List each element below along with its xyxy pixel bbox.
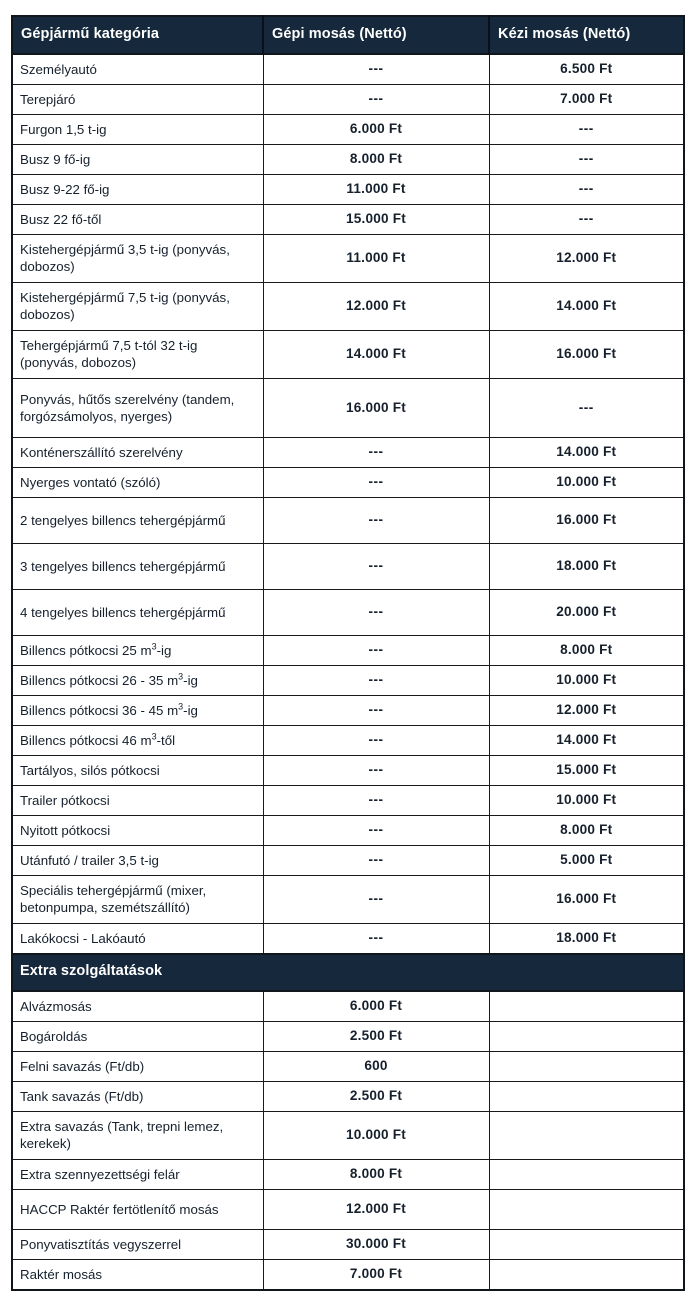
cell-category: Kistehergépjármű 3,5 t-ig (ponyvás, dobozos) (12, 234, 263, 282)
table-header (12, 16, 684, 54)
cell-category: Raktér mosás (12, 1259, 263, 1290)
cell-machine-wash-price: 15.000 Ft (263, 204, 489, 234)
cell-hand-wash-price: 5.000 Ft (489, 845, 684, 875)
cell-category: Tartályos, silós pótkocsi (12, 755, 263, 785)
cell-machine-wash-price: 600 (263, 1051, 489, 1081)
cell-machine-wash-price: 2.500 Ft (263, 1021, 489, 1051)
table-row (12, 1051, 684, 1081)
cell-category: Személyautó (12, 54, 263, 85)
cell-hand-wash-price: 16.000 Ft (489, 875, 684, 923)
cell-machine-wash-price: --- (263, 497, 489, 543)
table-body (12, 54, 684, 1290)
table-row (12, 991, 684, 1022)
cell-category: Ponyvatisztítás vegyszerrel (12, 1229, 263, 1259)
header-row (12, 16, 684, 54)
table-row (12, 635, 684, 665)
cell-category: Billencs pótkocsi 26 - 35 $m^3-ig$ (12, 665, 263, 695)
table-row (12, 497, 684, 543)
cell-machine-wash-price: --- (263, 923, 489, 954)
cell-hand-wash-price: 10.000 Ft (489, 467, 684, 497)
table-row (12, 1189, 684, 1229)
cell-machine-wash-price: --- (263, 635, 489, 665)
table-row (12, 875, 684, 923)
cell-category: Furgon 1,5 t-ig (12, 114, 263, 144)
cell-machine-wash-price: 11.000 Ft (263, 174, 489, 204)
cell-hand-wash-price (489, 1081, 684, 1111)
cell-category: Bogároldás (12, 1021, 263, 1051)
cell-hand-wash-price (489, 1159, 684, 1189)
cell-machine-wash-price: 12.000 Ft (263, 1189, 489, 1229)
cell-machine-wash-price: --- (263, 437, 489, 467)
cell-hand-wash-price: --- (489, 204, 684, 234)
table-row (12, 1229, 684, 1259)
cell-machine-wash-price: 16.000 Ft (263, 378, 489, 437)
cell-hand-wash-price (489, 1021, 684, 1051)
table-row (12, 174, 684, 204)
table-row (12, 234, 684, 282)
table-row (12, 785, 684, 815)
cell-hand-wash-price: 8.000 Ft (489, 815, 684, 845)
table-row (12, 543, 684, 589)
cell-hand-wash-price: 6.500 Ft (489, 54, 684, 85)
cell-category: 2 tengelyes billencs tehergépjármű (12, 497, 263, 543)
cell-hand-wash-price: 18.000 Ft (489, 923, 684, 954)
cell-machine-wash-price: --- (263, 54, 489, 85)
cell-hand-wash-price: 7.000 Ft (489, 84, 684, 114)
cell-category: Trailer pótkocsi (12, 785, 263, 815)
cell-category: Extra savazás (Tank, trepni lemez, kerekek) (12, 1111, 263, 1159)
cell-hand-wash-price: 8.000 Ft (489, 635, 684, 665)
cell-hand-wash-price: 14.000 Ft (489, 282, 684, 330)
cell-hand-wash-price: 12.000 Ft (489, 695, 684, 725)
table-row (12, 378, 684, 437)
cell-hand-wash-price: 10.000 Ft (489, 785, 684, 815)
column-header-category: Gépjármű kategória (12, 16, 263, 54)
cell-hand-wash-price: 20.000 Ft (489, 589, 684, 635)
cell-category: Busz 22 fő-től (12, 204, 263, 234)
cell-category: Utánfutó / trailer 3,5 t-ig (12, 845, 263, 875)
table-row (12, 1259, 684, 1290)
cell-hand-wash-price: 14.000 Ft (489, 725, 684, 755)
cell-machine-wash-price: 10.000 Ft (263, 1111, 489, 1159)
cell-hand-wash-price (489, 1229, 684, 1259)
cell-hand-wash-price: 12.000 Ft (489, 234, 684, 282)
table-row (12, 725, 684, 755)
cell-machine-wash-price: 6.000 Ft (263, 114, 489, 144)
cell-category: 3 tengelyes billencs tehergépjármű (12, 543, 263, 589)
cell-machine-wash-price: 11.000 Ft (263, 234, 489, 282)
table-row (12, 144, 684, 174)
cell-category: Konténerszállító szerelvény (12, 437, 263, 467)
cell-hand-wash-price: --- (489, 174, 684, 204)
cell-category: Billencs pótkocsi 46 $m^3$-től (12, 725, 263, 755)
table-row (12, 54, 684, 85)
cell-hand-wash-price (489, 1259, 684, 1290)
cell-hand-wash-price: 16.000 Ft (489, 497, 684, 543)
table-row (12, 84, 684, 114)
cell-hand-wash-price: 14.000 Ft (489, 437, 684, 467)
cell-machine-wash-price: 30.000 Ft (263, 1229, 489, 1259)
cell-machine-wash-price: 8.000 Ft (263, 144, 489, 174)
table-row (12, 1081, 684, 1111)
table-row (12, 330, 684, 378)
cell-category: HACCP Raktér fertötlenítő mosás (12, 1189, 263, 1229)
cell-machine-wash-price: --- (263, 785, 489, 815)
table-row (12, 1159, 684, 1189)
section-header-label: Extra szolgáltatások (12, 954, 684, 991)
cell-hand-wash-price: --- (489, 114, 684, 144)
pricing-table-container (11, 15, 683, 1291)
cell-category: Busz 9 fő-ig (12, 144, 263, 174)
cell-category: Felni savazás (Ft/db) (12, 1051, 263, 1081)
cell-machine-wash-price: --- (263, 815, 489, 845)
table-row (12, 437, 684, 467)
table-row (12, 114, 684, 144)
cell-hand-wash-price: --- (489, 378, 684, 437)
cell-category: Extra szennyezettségi felár (12, 1159, 263, 1189)
cell-category: Nyerges vontató (szóló) (12, 467, 263, 497)
cell-category: Ponyvás, hűtős szerelvény (tandem, forgózsámolyos, nyerges) (12, 378, 263, 437)
cell-machine-wash-price: --- (263, 467, 489, 497)
cell-category: Busz 9-22 fő-ig (12, 174, 263, 204)
cell-category: Lakókocsi - Lakóautó (12, 923, 263, 954)
cell-category: Terepjáró (12, 84, 263, 114)
cell-hand-wash-price: --- (489, 144, 684, 174)
table-row (12, 695, 684, 725)
cell-machine-wash-price: 14.000 Ft (263, 330, 489, 378)
cell-machine-wash-price: --- (263, 543, 489, 589)
cell-hand-wash-price (489, 1051, 684, 1081)
table-row (12, 1021, 684, 1051)
table-row (12, 1111, 684, 1159)
cell-machine-wash-price: 12.000 Ft (263, 282, 489, 330)
table-row (12, 665, 684, 695)
cell-machine-wash-price: --- (263, 589, 489, 635)
cell-category: Billencs pótkocsi 25 $m^3-ig$ (12, 635, 263, 665)
cell-category: Kistehergépjármű 7,5 t-ig (ponyvás, dobozos) (12, 282, 263, 330)
cell-machine-wash-price: 6.000 Ft (263, 991, 489, 1022)
column-header-machine-wash: Gépi mosás (Nettó) (263, 16, 489, 54)
cell-hand-wash-price: 16.000 Ft (489, 330, 684, 378)
cell-hand-wash-price (489, 1189, 684, 1229)
cell-hand-wash-price (489, 991, 684, 1022)
cell-machine-wash-price: --- (263, 695, 489, 725)
table-row (12, 815, 684, 845)
cell-hand-wash-price (489, 1111, 684, 1159)
table-row (12, 282, 684, 330)
cell-machine-wash-price: --- (263, 875, 489, 923)
table-row (12, 845, 684, 875)
table-row (12, 589, 684, 635)
table-row (12, 467, 684, 497)
cell-category: Tehergépjármű 7,5 t-tól 32 t-ig (ponyvás, dobozos) (12, 330, 263, 378)
section-header-row (12, 954, 684, 991)
table-row (12, 755, 684, 785)
cell-hand-wash-price: 10.000 Ft (489, 665, 684, 695)
cell-category: Billencs pótkocsi 36 - 45 $m^3-ig$ (12, 695, 263, 725)
pricing-table (11, 15, 685, 1291)
cell-machine-wash-price: 7.000 Ft (263, 1259, 489, 1290)
cell-machine-wash-price: --- (263, 84, 489, 114)
cell-hand-wash-price: 15.000 Ft (489, 755, 684, 785)
cell-machine-wash-price: --- (263, 845, 489, 875)
column-header-hand-wash: Kézi mosás (Nettó) (489, 16, 684, 54)
table-row (12, 923, 684, 954)
cell-machine-wash-price: --- (263, 755, 489, 785)
table-row (12, 204, 684, 234)
cell-machine-wash-price: 8.000 Ft (263, 1159, 489, 1189)
cell-category: Tank savazás (Ft/db) (12, 1081, 263, 1111)
cell-hand-wash-price: 18.000 Ft (489, 543, 684, 589)
cell-machine-wash-price: 2.500 Ft (263, 1081, 489, 1111)
cell-category: 4 tengelyes billencs tehergépjármű (12, 589, 263, 635)
cell-category: Alvázmosás (12, 991, 263, 1022)
cell-machine-wash-price: --- (263, 725, 489, 755)
cell-category: Nyitott pótkocsi (12, 815, 263, 845)
cell-machine-wash-price: --- (263, 665, 489, 695)
cell-category: Speciális tehergépjármű (mixer, betonpumpa, szemétszállító) (12, 875, 263, 923)
